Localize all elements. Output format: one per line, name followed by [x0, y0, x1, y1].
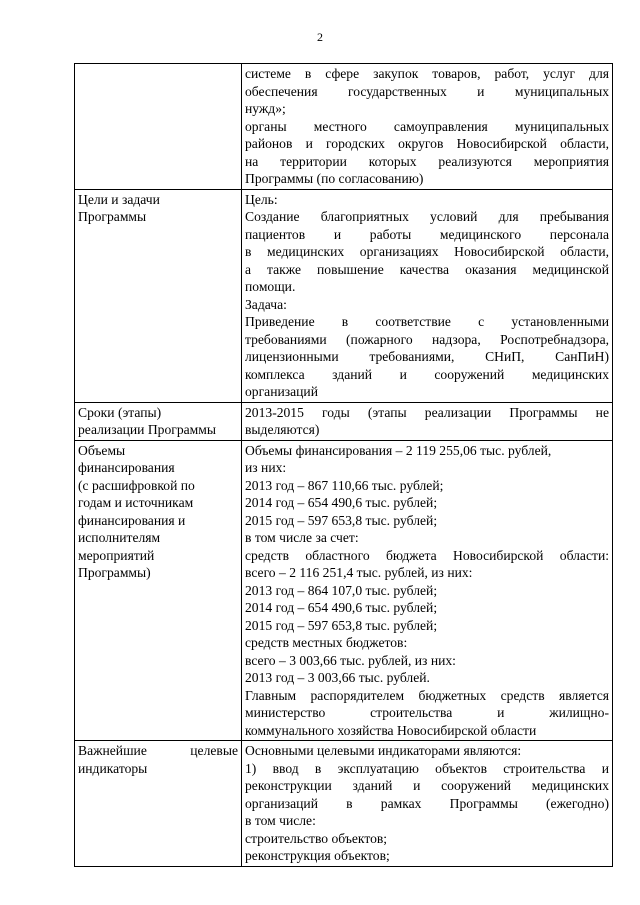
row-label-line: финансирования — [78, 460, 175, 475]
row-value-line: организаций — [245, 384, 318, 399]
table-row — [75, 402, 613, 440]
row-value-line: всего – 2 116 251,4 тыс. рублей, из них: — [245, 565, 473, 580]
row-value-cell — [242, 402, 613, 440]
row-value-line: реконструкции зданий и сооружений медицинских — [245, 778, 609, 793]
table-row — [75, 189, 613, 402]
row-value-line: Приведение в соответствие с установленными — [245, 314, 609, 329]
row-label-cell — [75, 64, 242, 190]
row-value-line: 2015 год – 597 653,8 тыс. рублей; — [245, 617, 438, 633]
row-value-line: 2014 год – 654 490,6 тыс. рублей; — [245, 495, 438, 510]
row-value-line: в медицинских организациях Новосибирской области, — [245, 244, 609, 259]
row-value-line: 2014 год – 654 490,6 тыс. рублей; — [245, 600, 438, 615]
table-row — [75, 64, 613, 190]
row-label-line: Сроки (этапы) — [78, 404, 162, 420]
row-label-cell — [75, 741, 242, 867]
row-label-cell — [75, 402, 242, 440]
row-value-line: помощи. — [245, 279, 296, 294]
row-value-line: в том числе за счет: — [245, 530, 359, 545]
row-value-cell — [242, 64, 613, 190]
row-value-line: 2013-2015 годы (этапы реализации Программы не — [245, 404, 609, 420]
row-label-line: мероприятий — [78, 547, 155, 563]
row-label-word: Важнейшие — [78, 743, 147, 758]
row-value-line: организаций в рамках Программы (ежегодно) — [245, 795, 609, 811]
row-value-line: лицензионными требованиями, СНиП, СанПиН) — [245, 349, 609, 364]
row-value-line: на территории которых реализуются мероприятия — [245, 153, 609, 169]
row-value-line: Задача: — [245, 296, 287, 312]
row-value-line: реконструкция объектов; — [245, 848, 390, 863]
row-value-line: Создание благоприятных условий для пребывания — [245, 209, 609, 224]
row-value-cell — [242, 440, 613, 741]
row-label-line: (с расшифровкой по — [78, 477, 195, 493]
row-value-line: системе в сфере закупок товаров, работ, услуг для — [245, 66, 609, 81]
row-label-line: Программы — [78, 209, 147, 224]
row-value-line: 2013 год – 864 107,0 тыс. рублей; — [245, 582, 438, 598]
program-passport-table — [74, 63, 613, 867]
page-number: 2 — [317, 30, 323, 44]
row-value-line: в том числе: — [245, 813, 316, 828]
row-value-line: районов и городских округов Новосибирской области, — [245, 136, 609, 151]
row-value-line: обеспечения государственных и муниципальных — [245, 83, 609, 99]
row-value-line: средств областного бюджета Новосибирской области: — [245, 547, 609, 563]
row-value-line: органы местного самоуправления муниципальных — [245, 118, 609, 134]
row-label-line: исполнителям — [78, 530, 161, 545]
table-row — [75, 741, 613, 867]
row-value-line: всего – 3 003,66 тыс. рублей, из них: — [245, 652, 456, 668]
row-value-line: 1) ввод в эксплуатацию объектов строительства и — [245, 760, 609, 776]
row-value-line: нужд»; — [245, 101, 286, 116]
row-value-line: комплекса зданий и сооружений медицинских — [245, 366, 609, 382]
row-value-line: из них: — [245, 460, 287, 475]
row-label-line: Цели и задачи — [78, 191, 160, 207]
row-value-line: строительство объектов; — [245, 830, 388, 846]
row-value-line: министерство строительства и жилищно- — [245, 705, 609, 720]
row-label-line: годам и источникам — [78, 495, 194, 510]
row-value-line: 2013 год – 867 110,66 тыс. рублей; — [245, 477, 444, 493]
row-label-line: Объемы — [78, 442, 126, 458]
row-value-cell — [242, 741, 613, 867]
row-value-line: требованиями (пожарного надзора, Роспотребнадзора, — [245, 331, 609, 347]
row-label-line: финансирования и — [78, 512, 186, 528]
row-value-line: Программы (по согласованию) — [245, 171, 424, 186]
row-label-line — [78, 742, 238, 760]
row-value-line: средств местных бюджетов: — [245, 635, 408, 650]
row-value-line: пациентов и работы медицинского персонала — [245, 226, 609, 242]
row-value-line: 2015 год – 597 653,8 тыс. рублей; — [245, 512, 438, 528]
row-label-line: реализации Программы — [78, 422, 216, 437]
row-label-word: целевые — [190, 743, 238, 758]
table-row — [75, 440, 613, 741]
row-value-line: а также повышение качества оказания медицинской — [245, 261, 609, 277]
row-value-line: Главным распорядителем бюджетных средств является — [245, 687, 609, 703]
row-label-cell — [75, 189, 242, 402]
row-value-cell — [242, 189, 613, 402]
row-label-cell — [75, 440, 242, 741]
row-value-line: коммунального хозяйства Новосибирской области — [245, 722, 537, 738]
row-label-line: Программы) — [78, 565, 151, 580]
row-value-line: Цель: — [245, 191, 278, 207]
row-label-line: индикаторы — [78, 760, 148, 776]
row-value-line: Объемы финансирования – 2 119 255,06 тыс. рублей, — [245, 442, 552, 458]
row-value-line: выделяются) — [245, 422, 320, 437]
row-value-line: 2013 год – 3 003,66 тыс. рублей. — [245, 670, 430, 685]
row-value-line: Основными целевыми индикаторами являются: — [245, 743, 522, 758]
